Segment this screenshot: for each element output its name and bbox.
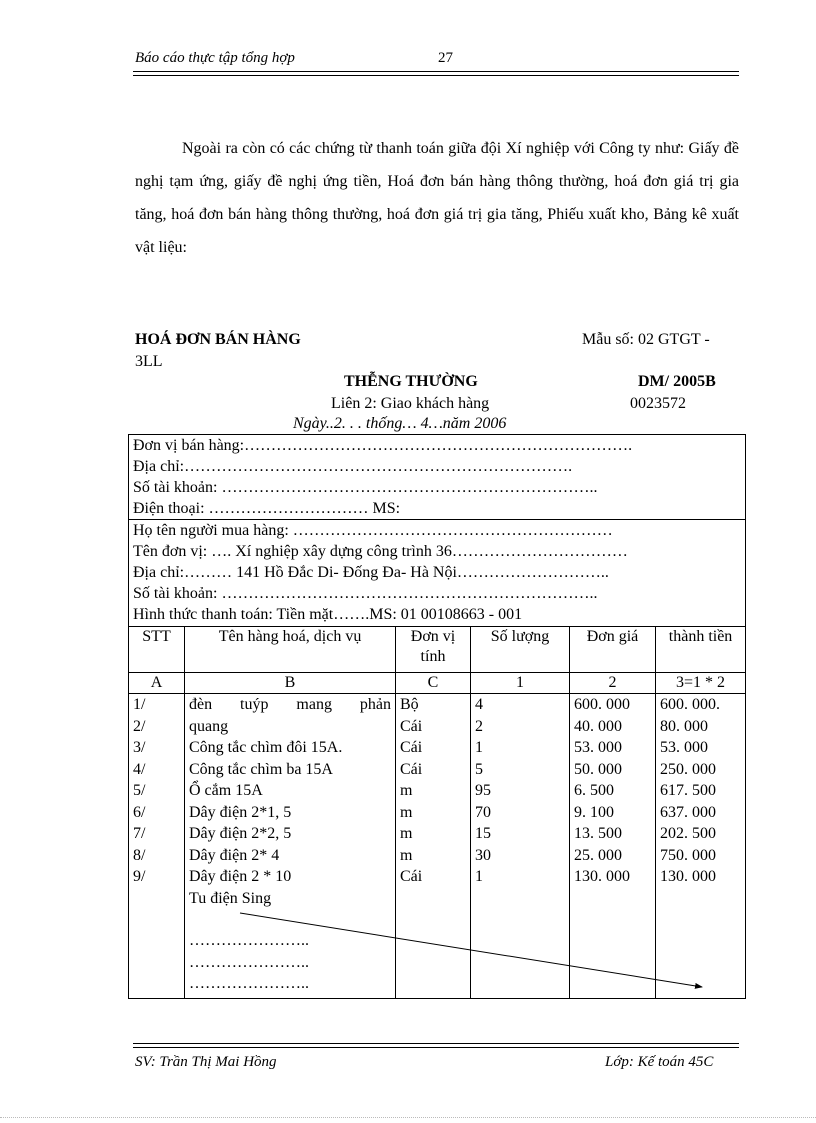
stt-cell: 2/ <box>133 717 146 735</box>
column-code-amount: 3=1 * 2 <box>656 673 746 694</box>
amount-cell: 130. 000 <box>660 868 716 885</box>
quantity-cell: 95 <box>475 782 491 799</box>
column-header-quantity: Số lượng <box>471 627 570 673</box>
invoice-date: Ngày..2. . . thống… 4…năm 2006 <box>293 415 507 432</box>
unit-price-cell: 25. 000 <box>574 846 622 864</box>
column-header-amount: thành tiền <box>656 627 746 673</box>
invoice-copy-label: Liên 2: Giao khách hàng <box>331 395 490 412</box>
column-header-goods: Tên hàng hoá, dịch vụ <box>185 627 396 673</box>
buyer-unit-line: Tên đơn vị: …. Xí nghiệp xây dựng công trình 36…………………………… <box>133 543 628 560</box>
unit-cell: m <box>400 782 413 799</box>
stt-cell: 6/ <box>133 803 146 821</box>
seller-address-line: Địa chỉ:………………………………………………………………. <box>133 458 573 475</box>
blank-line: ………………….. <box>189 932 309 949</box>
unit-price-cell: 50. 000 <box>574 760 622 778</box>
item-name: Dây điện 2* 4 <box>189 846 280 864</box>
column-code-quantity: 1 <box>471 673 570 694</box>
column-header-unit-price: Đơn giá <box>570 627 656 673</box>
unit-price-cell: 53. 000 <box>574 739 622 756</box>
invoice-title: HOÁ ĐƠN BÁN HÀNG <box>135 331 301 348</box>
footer-student: SV: Trần Thị Mai Hồng <box>135 1054 277 1070</box>
buyer-account-line: Số tài khoản: …………………………………………………………….. <box>133 585 598 602</box>
unit-cell: m <box>400 803 413 821</box>
unit-price-cell: 40. 000 <box>574 717 622 735</box>
stt-cell: 1/ <box>133 696 146 713</box>
quantity-cell: 1 <box>475 739 483 756</box>
invoice-subtitle: THỄNG THƯỜNG <box>344 373 478 390</box>
form-number-continued: 3LL <box>135 353 163 370</box>
quantity-cell: 5 <box>475 760 483 778</box>
quantity-cell: 4 <box>475 696 483 713</box>
stt-cell: 5/ <box>133 782 146 799</box>
invoice-number: 0023572 <box>630 395 686 412</box>
stt-cell: 8/ <box>133 846 146 864</box>
quantity-cell: 30 <box>475 846 491 864</box>
unit-cell: Cái <box>400 739 423 756</box>
seller-account-line: Số tài khoản: …………………………………………………………….. <box>133 479 598 496</box>
amount-cell: 600. 000. <box>660 696 720 713</box>
footer-rule-top <box>133 1043 739 1044</box>
unit-cell: m <box>400 846 413 864</box>
unit-price-cell: 13. 500 <box>574 825 622 842</box>
item-name: Dây điện 2*1, 5 <box>189 803 292 821</box>
page-number: 27 <box>438 50 453 66</box>
page-bottom-divider <box>0 1117 816 1118</box>
payment-method-line: Hình thức thanh toán: Tiền mặt…….MS: 01 00108663 - 001 <box>133 606 523 623</box>
item-name: Dây điện 2*2, 5 <box>189 825 292 842</box>
unit-cell: Cái <box>400 760 423 778</box>
item-name: Dây điện 2 * 10 <box>189 868 292 885</box>
item-name: Công tắc chìm đôi 15A. <box>189 739 343 756</box>
item-name: quang <box>189 717 229 735</box>
footer-class: Lớp: Kế toán 45C <box>605 1054 714 1070</box>
column-code-unit-price: 2 <box>570 673 656 694</box>
blank-line: ………………….. <box>189 953 309 971</box>
item-name: Ổ cắm 15A <box>189 782 263 799</box>
unit-cell: m <box>400 825 413 842</box>
form-number: Mẫu số: 02 GTGT - <box>582 331 710 348</box>
buyer-address-line: Địa chỉ:……… 141 Hồ Đắc Di- Đống Đa- Hà Nội……………………….. <box>133 564 609 581</box>
quantity-cell: 1 <box>475 868 483 885</box>
amount-cell: 250. 000 <box>660 760 716 778</box>
footer-rule-bottom <box>133 1047 739 1048</box>
amount-cell: 80. 000 <box>660 717 708 735</box>
item-name: đèn tuýp mang phản <box>189 696 391 713</box>
stt-cell: 4/ <box>133 760 146 778</box>
stt-cell: 9/ <box>133 868 146 885</box>
amount-cell: 750. 000 <box>660 846 716 864</box>
stt-cell: 3/ <box>133 739 146 756</box>
seller-phone-line: Điện thoại: ………………………… MS: <box>133 500 401 517</box>
buyer-name-line: Họ tên người mua hàng: …………………………………………………… <box>133 522 613 539</box>
unit-price-cell: 600. 000 <box>574 696 630 713</box>
quantity-cell: 2 <box>475 717 483 735</box>
amount-cell: 617. 500 <box>660 782 716 799</box>
amount-cell: 202. 500 <box>660 825 716 842</box>
blank-line: ………………….. <box>189 975 309 992</box>
item-name: Tu điện Sing <box>189 889 272 907</box>
unit-price-cell: 6. 500 <box>574 782 614 799</box>
item-name: Công tắc chìm ba 15A <box>189 760 333 778</box>
intro-paragraph: Ngoài ra còn có các chứng từ thanh toán giữa đội Xí nghiệp với Công ty như: Giấy đề nghị tạm ứng, giấy đề nghị ứng tiền, Hoá đơn bán hàng thông thường, hoá đơn giá trị gia tăng, hoá đơn bán hàng thông thường, hoá đơn giá trị gia tăng, Phiếu xuất kho, Bảng kê xuất vật liệu: <box>135 140 739 256</box>
column-code-unit: C <box>396 673 471 694</box>
unit-cell: Cái <box>400 717 423 735</box>
unit-price-cell: 9. 100 <box>574 803 614 821</box>
invoice-series: DM/ 2005B <box>638 373 716 390</box>
unit-cell: Bộ <box>400 696 419 713</box>
amount-cell: 53. 000 <box>660 739 708 756</box>
column-header-stt: STT <box>129 627 185 673</box>
seller-name-line: Đơn vị bán hàng:………………………………………………………………. <box>133 437 633 454</box>
amount-cell: 637. 000 <box>660 803 716 821</box>
column-header-unit: Đơn vị tính <box>396 627 471 673</box>
unit-price-cell: 130. 000 <box>574 868 630 885</box>
quantity-cell: 70 <box>475 803 491 821</box>
column-code-stt: A <box>129 673 185 694</box>
running-header-title: Báo cáo thực tập tổng hợp <box>135 50 295 66</box>
strike-arrow-line <box>240 913 702 987</box>
column-code-goods: B <box>185 673 396 694</box>
stt-cell: 7/ <box>133 825 146 842</box>
unit-cell: Cái <box>400 868 423 885</box>
quantity-cell: 15 <box>475 825 491 842</box>
